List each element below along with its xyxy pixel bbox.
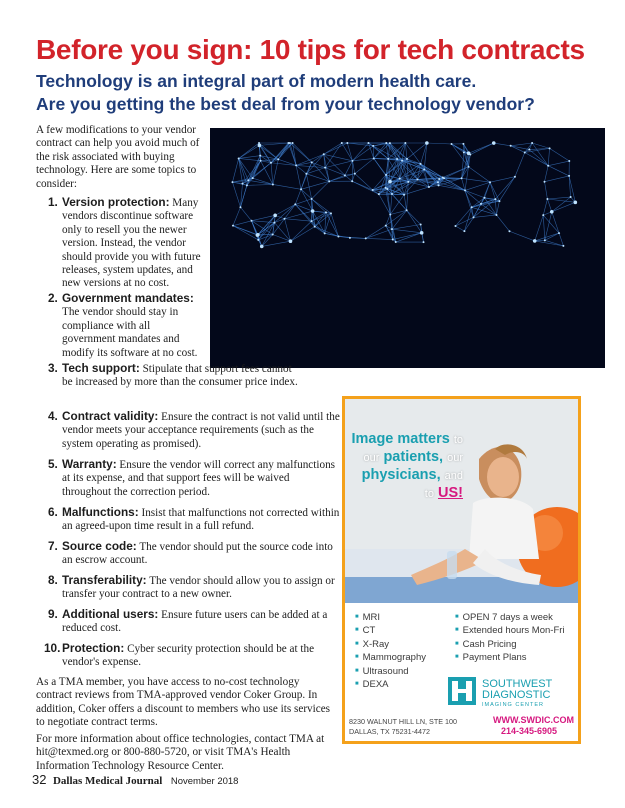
tip-number: 9. <box>48 607 58 621</box>
ad-headline-word: our <box>363 452 380 464</box>
tip-text: Ensure the contract is not valid until the vendor meets your acceptance requirements (such as the system operating as promised). <box>62 411 340 450</box>
ad-headline-word: and <box>444 470 463 482</box>
service-item: ■ X-Ray <box>355 638 426 651</box>
tip-number: 8. <box>48 573 58 587</box>
network-graphic <box>210 128 605 368</box>
tip-heading: Source code: <box>62 539 137 553</box>
issue-date: November 2018 <box>170 776 239 787</box>
tip-text: Ensure future users can be added at a reduced cost. <box>62 609 328 635</box>
tip-text: Many vendors discontinue software only to resell you the newer version. Instead, the vendor should provide you with future releases, system updates, and new versions at no cost. <box>62 197 201 290</box>
service-item: ■ DEXA <box>355 678 426 691</box>
tip-heading: Government mandates: <box>62 291 194 305</box>
ad-headline-word: US! <box>438 485 463 501</box>
tip-text: Ensure the vendor will correct any malfunctions at its expense, and that support fees will be waived throughout the correction period. <box>62 459 336 498</box>
logo-line-3: IMAGING CENTER <box>482 702 544 707</box>
address-line: 8230 WALNUT HILL LN, STE 100 <box>349 717 457 726</box>
tip-text: Cyber security protection should be at the vendor's expense. <box>62 643 315 669</box>
ad-headline <box>345 431 463 503</box>
ad-headline-word: our <box>447 452 463 464</box>
tip-heading: Contract validity: <box>62 409 159 423</box>
subtitle-line-1: Technology is an integral part of modern health care. <box>36 71 477 91</box>
tip-heading: Warranty: <box>62 457 117 471</box>
feature-item: ■ Cash Pricing <box>455 638 565 651</box>
swdic-logo <box>448 675 568 707</box>
tip-heading: Additional users: <box>62 607 159 621</box>
logo-line-1: SOUTHWEST <box>482 678 553 690</box>
tip-text: The vendor should stay in compliance with all government mandates and modify its software at no cost. <box>62 306 198 359</box>
logo-line-2: DIAGNOSTIC <box>482 689 551 701</box>
services-list <box>355 611 426 691</box>
ad-headline-word: patients, <box>383 449 444 465</box>
tip-number: 4. <box>48 409 58 423</box>
page-number: 32 <box>32 772 47 787</box>
ad-headline-word: physicians, <box>361 467 441 483</box>
page-title: Before you sign: 10 tips for tech contracts <box>36 34 585 65</box>
ad-headline-word: Image matters <box>351 431 450 447</box>
feature-item: ■ Extended hours Mon-Fri <box>455 624 565 637</box>
tip-number: 5. <box>48 457 58 471</box>
handshake-network-image <box>210 128 605 368</box>
tip-number: 3. <box>48 361 58 375</box>
page-footer <box>32 772 238 787</box>
tip-text: The vendor should put the source code into an escrow account. <box>62 541 333 567</box>
imaging-center-logo-icon <box>448 675 568 707</box>
tip-number: 1. <box>48 195 58 209</box>
tip-heading: Protection: <box>62 641 125 655</box>
ad-headline-word: to <box>453 434 463 446</box>
publication-name: Dallas Medical Journal <box>52 775 163 787</box>
tip-text: Stipulate that support fees cannot be increased by more than the consumer price index. <box>62 363 298 389</box>
features-list <box>455 611 565 665</box>
intro-paragraph: A few modifications to your vendor contract can help you avoid much of the risk associated with buying technology. Here are some topics to consider: <box>36 124 200 190</box>
tip-number: 6. <box>48 505 58 519</box>
tip-heading: Malfunctions: <box>62 505 139 519</box>
website-link[interactable]: WWW.SWDIC.COM <box>493 715 574 725</box>
phone-number[interactable]: 214-345-6905 <box>501 726 558 736</box>
feature-item: ■ Payment Plans <box>455 651 565 664</box>
ad-contact <box>493 715 574 737</box>
service-item: ■ Ultrasound <box>355 665 426 678</box>
tip-number: 10. <box>44 641 61 655</box>
service-item: ■ CT <box>355 624 426 637</box>
subtitle-line-2: Are you getting the best deal from your technology vendor? <box>36 94 535 114</box>
tip-text: Insist that malfunctions not corrected within an agreed-upon time result in a full refund. <box>62 507 340 533</box>
address-line: DALLAS, TX 75231-4472 <box>349 727 430 736</box>
tip-number: 2. <box>48 291 58 305</box>
ad-headline-word: to <box>424 488 434 500</box>
swdic-advertisement[interactable] <box>342 396 581 744</box>
service-item: ■ MRI <box>355 611 426 624</box>
outro-paragraph-2: For more information about office technologies, contact TMA at hit@texmed.org or 800-880-5720, or visit TMA's Health Information Technology Resource Center. <box>36 733 325 772</box>
service-item: ■ Mammography <box>355 651 426 664</box>
outro-paragraph-1: As a TMA member, you have access to no-cost technology contract reviews from TMA-approved vendor Coker Group. In addition, Coker offers a discount to members who use its services to negotiate contract terms. <box>36 676 331 729</box>
ad-address <box>349 717 457 737</box>
tip-heading: Tech support: <box>62 361 140 375</box>
tip-heading: Version protection: <box>62 195 170 209</box>
feature-item: ■ OPEN 7 days a week <box>455 611 565 624</box>
tip-text: The vendor should allow you to assign or transfer your contract to a new owner. <box>62 575 335 601</box>
tip-heading: Transferability: <box>62 573 147 587</box>
tip-number: 7. <box>48 539 58 553</box>
